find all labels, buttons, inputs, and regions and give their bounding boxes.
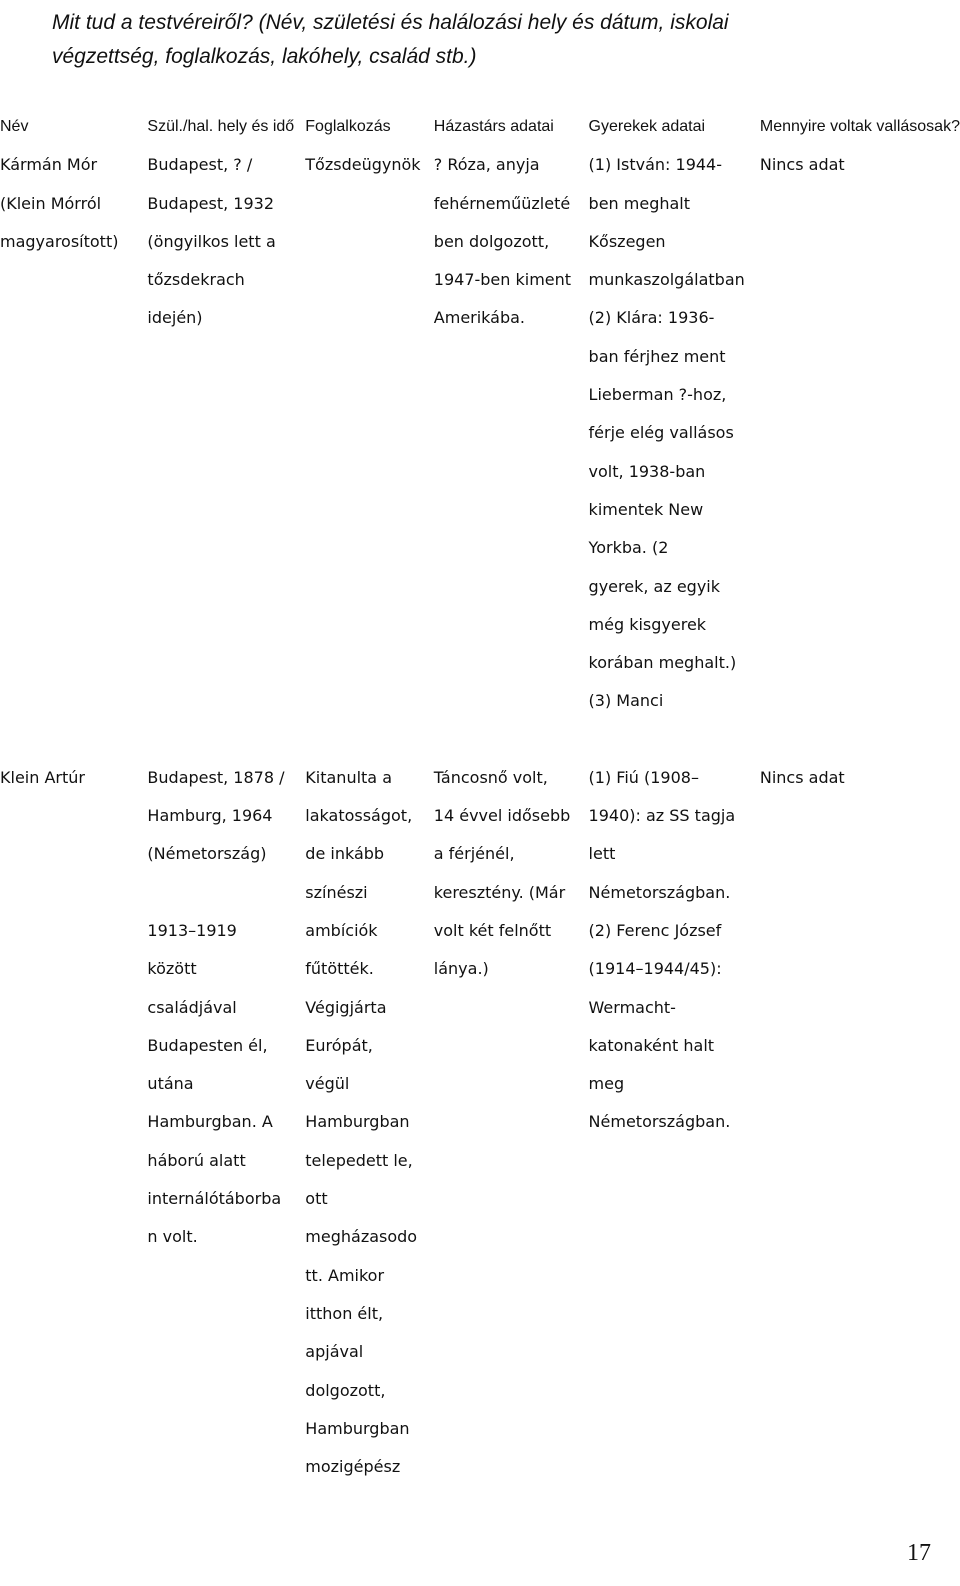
cell-hely-line: háború alatt [147, 1150, 246, 1170]
cell-nev-line: Kármán Mór [0, 155, 98, 175]
question-heading-line-1: Mit tud a testvéreiről? (Név, születési és halálozási hely és dátum, iskolai [52, 11, 729, 34]
cell-foglalkozas-line: végül [305, 1074, 350, 1094]
cell-hazastars-line: fehérneműüzleté [433, 193, 571, 213]
cell-foglalkozas-line: Tőzsdeügynök [305, 155, 421, 175]
cell-hazastars-line: ben dolgozott, [433, 231, 550, 251]
cell-foglalkozas [305, 146, 434, 720]
cell-nev-line: (Klein Mórról [0, 193, 102, 213]
cell-hazastars-line: Táncosnő volt, [433, 767, 548, 787]
cell-hely-line: családjával [147, 997, 237, 1017]
cell-vallasos [760, 146, 960, 720]
cell-foglalkozas-line: de inkább [305, 844, 385, 864]
cell-nev-line: Klein Artúr [0, 767, 85, 787]
cell-foglalkozas-line: fűtötték. [305, 959, 374, 979]
cell-hazastars-line: keresztény. (Már [433, 882, 566, 902]
cell-hely-line: internálótáborba [147, 1189, 282, 1209]
cell-foglalkozas-line: Európát, [305, 1035, 373, 1055]
cell-hely-line [147, 874, 305, 912]
header-nev [0, 108, 147, 146]
header-hely-line-2: idő [272, 118, 295, 135]
cell-gyerekek-line: (1) Fiú (1908– [588, 767, 699, 787]
cell-hely-line: Hamburg, 1964 [147, 806, 273, 826]
cell-hazastars-line: volt két felnőtt [433, 920, 552, 940]
cell-hely-line: Budapest, ? / [147, 155, 253, 175]
cell-gyerekek-line: korában meghalt.) [588, 653, 737, 673]
cell-foglalkozas-line: Hamburgban [305, 1418, 410, 1438]
question-heading-line-2: végzettség, foglalkozás, lakóhely, család stb.) [52, 45, 477, 68]
cell-gyerekek-line: (1) István: 1944- [588, 155, 723, 175]
header-hazastars-line: Házastárs adatai [433, 118, 554, 135]
cell-foglalkozas-line: itthon élt, [305, 1303, 384, 1323]
cell-foglalkozas-line: ambíciók [305, 920, 378, 940]
cell-gyerekek-line: ben meghalt [588, 193, 691, 213]
cell-vallasos-line: Nincs adat [759, 767, 845, 787]
table-row [0, 146, 960, 720]
table-header-row [0, 108, 960, 146]
cell-hely-line: n volt. [147, 1227, 198, 1247]
cell-hely-line: Budapesten él, [147, 1035, 268, 1055]
cell-foglalkozas-line: apjával [305, 1342, 364, 1362]
cell-foglalkozas-line: Kitanulta a [305, 767, 392, 787]
cell-foglalkozas-line: telepedett le, [305, 1150, 413, 1170]
cell-hazastars [434, 759, 589, 1487]
cell-gyerekek-line: Németországban. [588, 882, 731, 902]
cell-hely-line: (Németország) [147, 844, 267, 864]
cell-hely [147, 146, 305, 720]
cell-foglalkozas [305, 759, 434, 1487]
cell-gyerekek-line: (2) Ferenc József [588, 920, 722, 940]
cell-hely-line: utána [147, 1074, 194, 1094]
header-hazastars [434, 108, 589, 146]
header-hely-line-1: Szül./hal. hely és [147, 118, 269, 135]
cell-gyerekek-line: Németországban. [588, 1112, 731, 1132]
siblings-table [0, 108, 960, 1486]
header-hely [147, 108, 305, 146]
cell-hazastars-line: lánya.) [433, 959, 489, 979]
cell-gyerekek-line: gyerek, az egyik [588, 576, 720, 596]
table-row [0, 759, 960, 1487]
header-foglalkozas [305, 108, 434, 146]
cell-hazastars [434, 146, 589, 720]
cell-hely-line: között [147, 959, 197, 979]
header-vallasos-line-1: Mennyire voltak [759, 118, 872, 135]
cell-hely [147, 759, 305, 1487]
cell-foglalkozas-line: tt. Amikor [305, 1265, 385, 1285]
cell-hazastars-line: ? Róza, anyja [433, 155, 540, 175]
cell-foglalkozas-line: megházasodo [305, 1227, 418, 1247]
cell-hazastars-line: a férjénél, [433, 844, 515, 864]
cell-hazastars-line: Amerikába. [433, 308, 526, 328]
cell-hely-line: (öngyilkos lett a [147, 231, 276, 251]
cell-vallasos [760, 759, 960, 1487]
cell-hely-line: 1913–1919 [147, 920, 237, 940]
page-number: 17 [907, 1540, 931, 1566]
cell-gyerekek-line: volt, 1938-ban [588, 461, 706, 481]
header-vallasos [760, 108, 960, 146]
row-separator [0, 721, 960, 759]
header-nev-line: Név [0, 118, 29, 135]
cell-foglalkozas-line: dolgozott, [305, 1380, 386, 1400]
cell-hely-line: Budapest, 1932 [147, 193, 274, 213]
cell-gyerekek-line: kimentek New [588, 499, 704, 519]
cell-gyerekek-line: még kisgyerek [588, 614, 707, 634]
header-gyerekek-line: Gyerekek adatai [588, 118, 706, 135]
cell-gyerekek-line: Wermacht- [588, 997, 676, 1017]
cell-nev-line: magyarosított) [0, 231, 119, 251]
cell-gyerekek-line: Yorkba. (2 [588, 538, 669, 558]
cell-gyerekek-line: férje elég vallásos [588, 423, 734, 443]
cell-nev [0, 759, 147, 1487]
cell-gyerekek-line: meg [588, 1074, 625, 1094]
cell-nev [0, 146, 147, 720]
cell-hazastars-line: 1947-ben kiment [433, 270, 572, 290]
header-vallasos-line-2: vallásosak? [876, 118, 960, 135]
header-gyerekek [589, 108, 760, 146]
cell-gyerekek-line: (3) Manci [588, 691, 664, 711]
cell-foglalkozas-line: Végigjárta [305, 997, 387, 1017]
cell-vallasos-line: Nincs adat [759, 155, 845, 175]
cell-gyerekek-line: Kőszegen [588, 231, 666, 251]
cell-hely-line: Budapest, 1878 / [147, 767, 285, 787]
cell-foglalkozas-line: színészi [305, 882, 368, 902]
question-heading [52, 6, 912, 74]
cell-hely-line: Hamburgban. A [147, 1112, 273, 1132]
cell-gyerekek-line: ban férjhez ment [588, 346, 726, 366]
cell-foglalkozas-line: Hamburgban [305, 1112, 410, 1132]
cell-gyerekek-line: Lieberman ?-hoz, [588, 385, 727, 405]
cell-gyerekek-line: katonaként halt [588, 1035, 715, 1055]
cell-foglalkozas-line: mozigépész [305, 1457, 401, 1477]
cell-gyerekek-line: 1940): az SS tagja [588, 806, 736, 826]
cell-gyerekek-line: (1914–1944/45): [588, 959, 722, 979]
cell-gyerekek-line: (2) Klára: 1936- [588, 308, 715, 328]
cell-gyerekek-line: munkaszolgálatban [588, 270, 745, 290]
cell-hely-line: idején) [147, 308, 203, 328]
cell-gyerekek-line: lett [588, 844, 616, 864]
cell-hazastars-line: 14 évvel idősebb [433, 806, 571, 826]
cell-gyerekek [589, 146, 760, 720]
cell-foglalkozas-line: lakatosságot, [305, 806, 413, 826]
cell-gyerekek [589, 759, 760, 1487]
header-foglalkozas-line: Foglalkozás [305, 118, 391, 135]
cell-hely-line: tőzsdekrach [147, 270, 245, 290]
cell-foglalkozas-line: ott [305, 1189, 328, 1209]
